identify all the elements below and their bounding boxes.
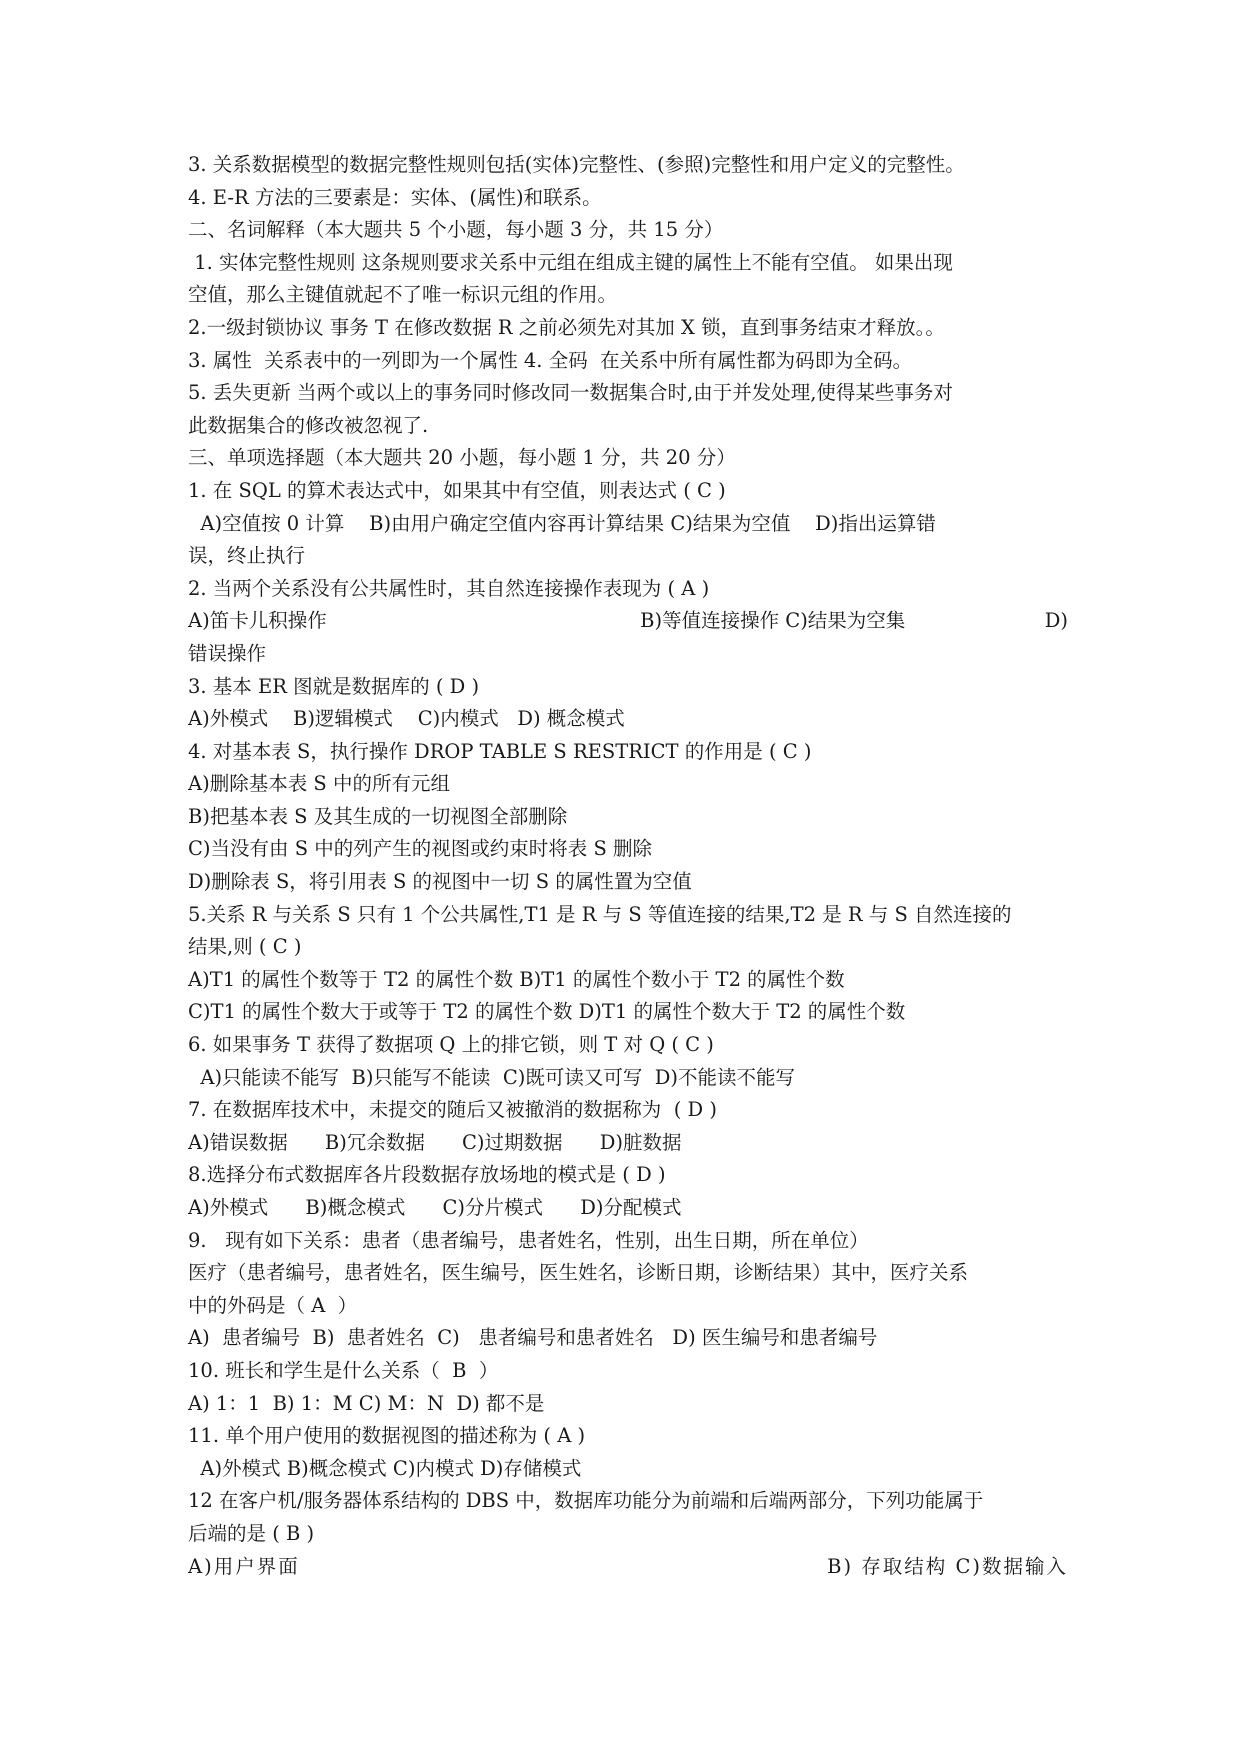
option-b-c: B) 存取结构 C)数据输入 bbox=[827, 1554, 1068, 1578]
text-line: 2.一级封锁协议 事务 T 在修改数据 R 之前必须先对其加 X 锁，直到事务结束才释放。。 bbox=[188, 315, 945, 339]
options-line: A)错误数据 B)冗余数据 C)过期数据 D)脏数据 bbox=[188, 1130, 682, 1154]
question-line: 11. 单个用户使用的数据视图的描述称为 ( A ) bbox=[188, 1424, 586, 1448]
question-line: 8.选择分布式数据库各片段数据存放场地的模式是 ( D ) bbox=[188, 1163, 666, 1187]
question-line: 结果,则 ( C ) bbox=[188, 935, 302, 959]
options-line: 错误操作 bbox=[188, 641, 267, 665]
section-heading: 二、名词解释（本大题共 5 个小题，每小题 3 分，共 15 分） bbox=[188, 218, 724, 242]
options-line: A)T1 的属性个数等于 T2 的属性个数 B)T1 的属性个数小于 T2 的属性个数 bbox=[188, 967, 845, 991]
options-line: A) 1：1 B) 1：M C) M：N D) 都不是 bbox=[188, 1391, 545, 1415]
question-line: 4. 对基本表 S，执行操作 DROP TABLE S RESTRICT 的作用是 ( C ) bbox=[188, 739, 812, 763]
text-line: 5. 丢失更新 当两个或以上的事务同时修改同一数据集合时,由于并发处理,使得某些事务对 bbox=[188, 381, 953, 405]
options-line: A)外模式 B)概念模式 C)分片模式 D)分配模式 bbox=[188, 1196, 682, 1219]
document-body bbox=[188, 149, 1068, 1583]
text-line: 4. E-R 方法的三要素是：实体、(属性)和联系。 bbox=[188, 185, 602, 209]
text-line: 3. 关系数据模型的数据完整性规则包括(实体)完整性、(参照)完整性和用户定义的完整性。 bbox=[188, 153, 965, 176]
options-line: A) 患者编号 B) 患者姓名 C) 患者编号和患者姓名 D) 医生编号和患者编号 bbox=[188, 1326, 878, 1350]
text-line: 空值，那么主键值就起不了唯一标识元组的作用。 bbox=[188, 283, 618, 307]
option-b-c: B)等值连接操作 C)结果为空集 bbox=[640, 609, 906, 633]
question-line: 9. 现有如下关系：患者（患者编号，患者姓名，性别，出生日期，所在单位） bbox=[188, 1228, 869, 1252]
text-line: 此数据集合的修改被忽视了. bbox=[188, 413, 429, 437]
options-line: C)T1 的属性个数大于或等于 T2 的属性个数 D)T1 的属性个数大于 T2 的属性个数 bbox=[188, 1000, 906, 1024]
option-a: A)笛卡儿积操作 bbox=[188, 609, 327, 633]
section-heading: 三、单项选择题（本大题共 20 小题，每小题 1 分，共 20 分） bbox=[188, 446, 736, 470]
question-line: 医疗（患者编号，患者姓名，医生编号，医生姓名，诊断日期，诊断结果）其中，医疗关系 bbox=[188, 1261, 969, 1285]
question-line: 6. 如果事务 T 获得了数据项 Q 上的排它锁，则 T 对 Q ( C ) bbox=[188, 1033, 714, 1057]
question-line: 5.关系 R 与关系 S 只有 1 个公共属性,T1 是 R 与 S 等值连接的结果,T2 是 R 与 S 自然连接的 bbox=[188, 902, 1012, 926]
question-line: 3. 基本 ER 图就是数据库的 ( D ) bbox=[188, 674, 480, 698]
question-line: 10. 班长和学生是什么关系（ B ） bbox=[188, 1358, 499, 1382]
question-line: 1. 在 SQL 的算术表达式中，如果其中有空值，则表达式 ( C ) bbox=[188, 478, 726, 502]
question-line: 后端的是 ( B ) bbox=[188, 1521, 315, 1545]
options-line: A)外模式 B)逻辑模式 C)内模式 D) 概念模式 bbox=[188, 707, 625, 731]
text-line: 3. 属性 关系表中的一列即为一个属性 4. 全码 在关系中所有属性都为码即为全码。 bbox=[188, 348, 913, 372]
question-line: 2. 当两个关系没有公共属性时，其自然连接操作表现为 ( A ) bbox=[188, 576, 710, 600]
options-line: C)当没有由 S 中的列产生的视图或约束时将表 S 删除 bbox=[188, 837, 653, 861]
options-line: A)只能读不能写 B)只能写不能读 C)既可读又可写 D)不能读不能写 bbox=[188, 1065, 795, 1089]
option-a: A)用户界面 bbox=[188, 1554, 300, 1578]
options-line: A)删除基本表 S 中的所有元组 bbox=[188, 772, 450, 796]
options-line-q2 bbox=[188, 605, 1068, 638]
option-d: D) bbox=[1044, 609, 1068, 633]
options-line: A)外模式 B)概念模式 C)内模式 D)存储模式 bbox=[188, 1456, 582, 1480]
options-line-q12 bbox=[188, 1551, 1068, 1584]
options-line: D)删除表 S，将引用表 S 的视图中一切 S 的属性置为空值 bbox=[188, 870, 692, 894]
options-line: A)空值按 0 计算 B)由用户确定空值内容再计算结果 C)结果为空值 D)指出运算错 bbox=[188, 511, 936, 535]
question-line: 12 在客户机/服务器体系结构的 DBS 中，数据库功能分为前端和后端两部分，下列功能属于 bbox=[188, 1489, 984, 1513]
options-line: B)把基本表 S 及其生成的一切视图全部删除 bbox=[188, 804, 568, 828]
options-line: 误，终止执行 bbox=[188, 544, 306, 568]
question-line: 中的外码是（ A ） bbox=[188, 1293, 358, 1317]
text-line: 1. 实体完整性规则 这条规则要求关系中元组在组成主键的属性上不能有空值。 如果出现 bbox=[188, 250, 953, 274]
question-line: 7. 在数据库技术中，未提交的随后又被撤消的数据称为 ( D ) bbox=[188, 1098, 717, 1122]
